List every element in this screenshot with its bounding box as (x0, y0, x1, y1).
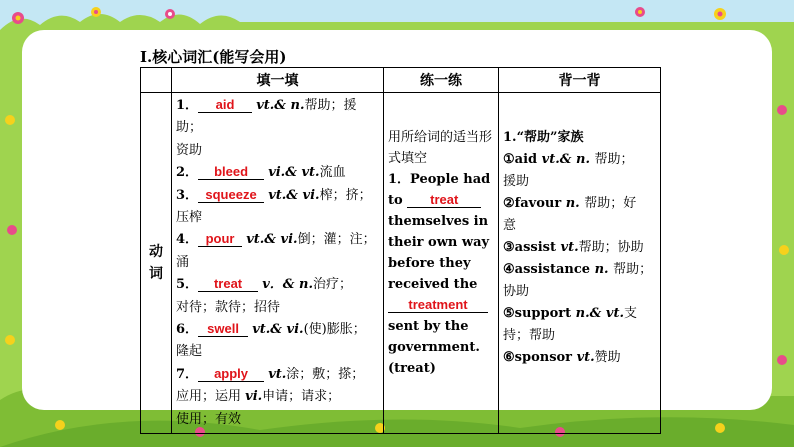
practice-cell (384, 93, 499, 434)
word-family-item-continued: 意 (503, 218, 517, 233)
pos-label-cell (141, 93, 172, 434)
fill-item-continued: 隆起 (176, 344, 203, 360)
answer-blank: squeeze (198, 188, 264, 203)
word-family-title: 1.“帮助”家族 (503, 130, 584, 145)
practice-line: to treat (388, 190, 494, 211)
word-family-item: ④assistance n. 帮助； (503, 262, 653, 277)
header-blank (141, 68, 172, 93)
fill-item-continued: 应用；运用 vi.申请；请求； (176, 389, 341, 405)
section-heading: Ⅰ.核心词汇(能写会用) (140, 48, 287, 66)
answer-blank: treat (198, 277, 258, 292)
answer-blank: treat (407, 193, 481, 208)
fill-item-continued: 压榨 (176, 210, 203, 226)
answer-blank: pour (198, 232, 242, 247)
practice-instruction: 用所给词的适当形式填空 (388, 130, 493, 166)
answer-blank: swell (198, 322, 248, 337)
fill-item: 4． pour vt.& vi.倒；灌；注； (176, 231, 376, 248)
practice-line: government. (388, 340, 480, 355)
practice-line: 1．People had (388, 172, 491, 187)
fill-item: 2． bleed vi.& vt.流血 (176, 164, 346, 181)
header-fill: 填一填 (172, 68, 384, 93)
vocabulary-table (140, 67, 661, 434)
answer-blank: apply (198, 367, 264, 382)
word-family-item: ②favour n. 帮助；好 (503, 196, 637, 211)
word-family-item-continued: 援助 (503, 174, 530, 189)
fill-cell (172, 93, 384, 434)
practice-line: (treat) (388, 361, 436, 376)
word-family-item: ⑥sponsor vt.赞助 (503, 350, 621, 365)
fill-item-continued: 资助 (176, 142, 203, 158)
fill-item-continued: 对待；款待；招待 (176, 299, 281, 315)
table-row (141, 93, 661, 434)
table-header-row (141, 68, 661, 93)
practice-line: received the (388, 277, 478, 292)
pos-label-char: 词 (149, 266, 163, 283)
fill-item: 1． aid vt.& n.帮助；援助； (176, 97, 357, 136)
fill-item: 5． treat v．& n.治疗； (176, 276, 352, 293)
fill-item: 7． apply vt.涂；敷；搽； (176, 365, 365, 382)
word-family-item: ③assist vt.帮助；协助 (503, 240, 644, 255)
practice-line: before they (388, 256, 471, 271)
word-family-item-continued: 协助 (503, 284, 530, 299)
header-memorize: 背一背 (499, 68, 661, 93)
answer-blank: treatment (388, 298, 488, 313)
word-family-item-continued: 持；帮助 (503, 328, 556, 343)
fill-item: 6． swell vt.& vi.(使)膨胀； (176, 321, 366, 338)
practice-line: sent by the (388, 319, 469, 334)
word-family-item: ⑤support n.& vt.支 (503, 306, 638, 321)
practice-line: themselves in (388, 214, 489, 229)
answer-blank: aid (198, 98, 252, 113)
header-practice: 练一练 (384, 68, 499, 93)
fill-item: 3． squeeze vt.& vi.榨；挤； (176, 186, 372, 203)
pos-label-char: 动 (149, 244, 163, 261)
fill-item-continued: 涌 (176, 254, 190, 270)
word-family-cell (499, 93, 661, 434)
answer-blank: bleed (198, 165, 264, 180)
fill-item-continued: 使用；有效 (176, 411, 242, 427)
word-family-item: ①aid vt.& n. 帮助； (503, 152, 634, 167)
practice-line: their own way (388, 235, 490, 250)
practice-line (388, 295, 494, 316)
